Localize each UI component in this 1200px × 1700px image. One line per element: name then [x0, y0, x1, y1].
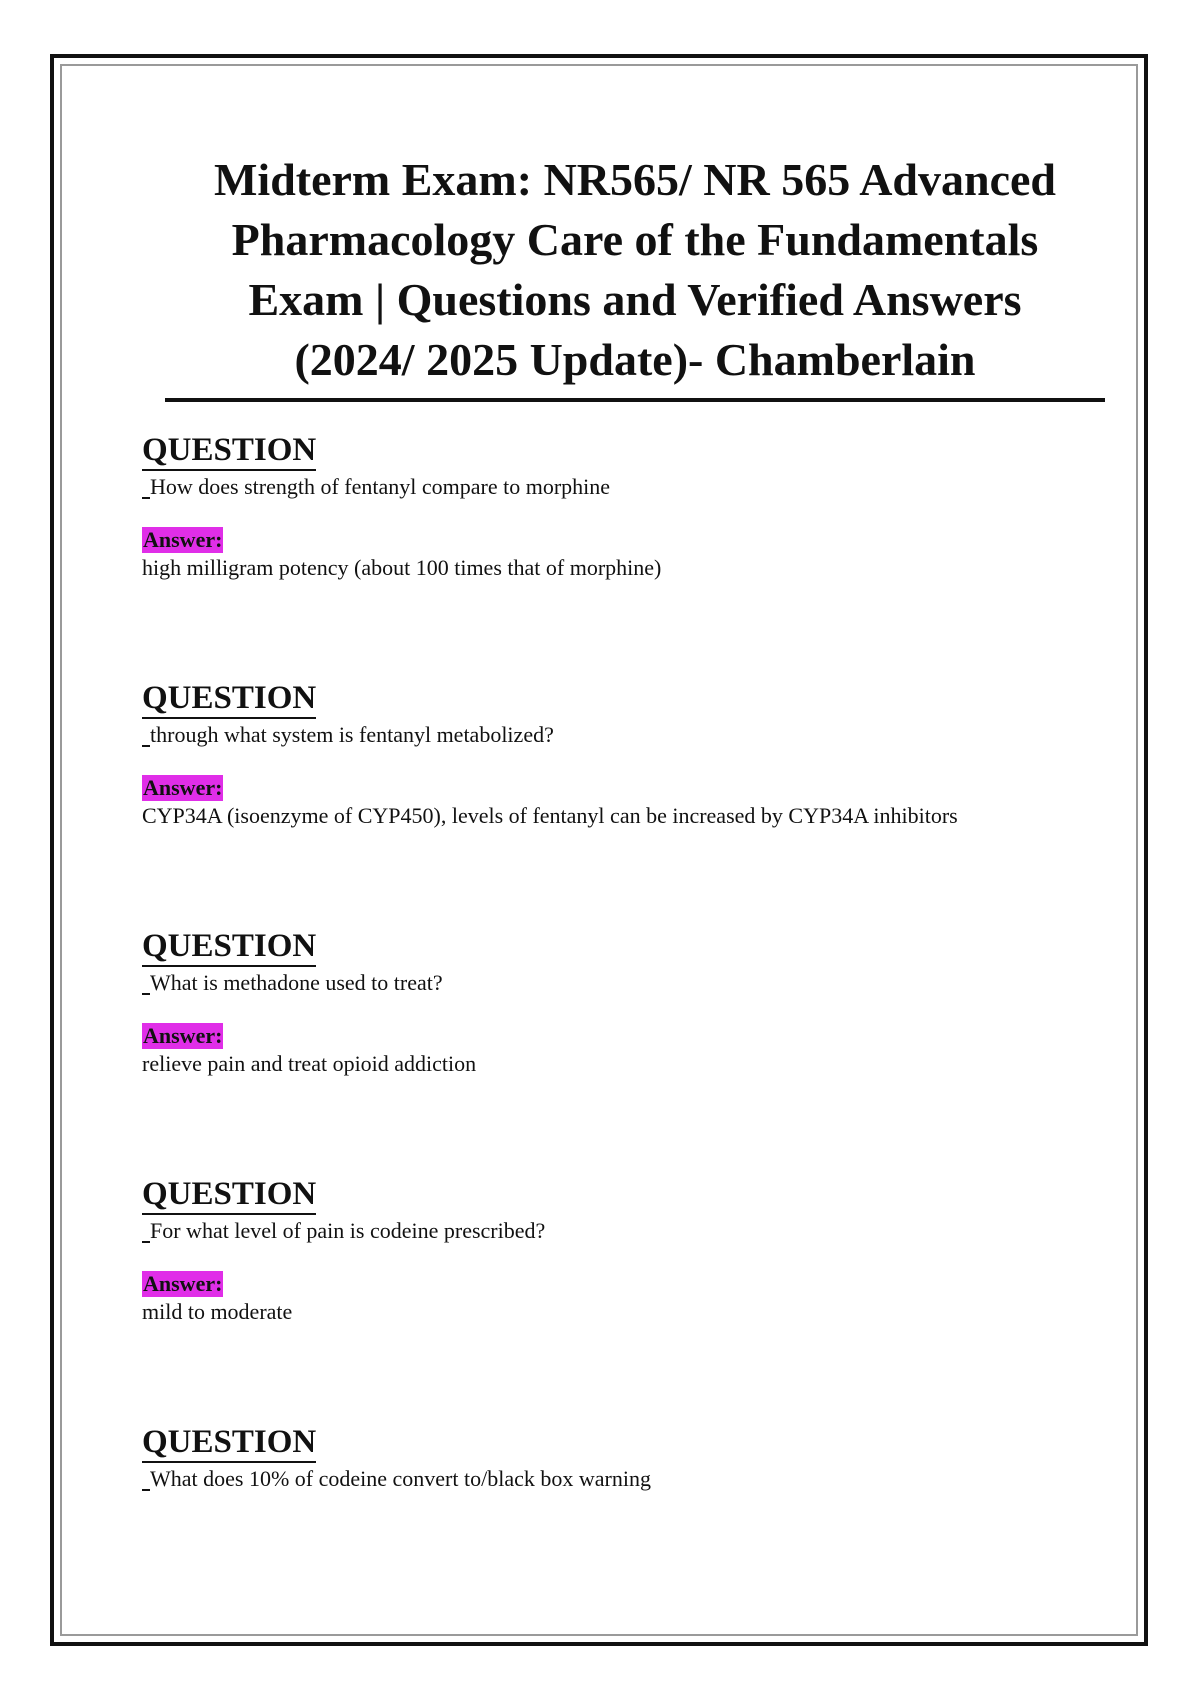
question-text: For what level of pain is codeine prescribed? — [142, 1217, 1102, 1245]
question-heading: QUESTION — [142, 928, 316, 967]
qa-item — [142, 432, 1102, 680]
title-block — [165, 150, 1105, 390]
answer-label: Answer: — [143, 775, 223, 800]
answer-label: Answer: — [143, 1271, 223, 1296]
qa-item — [142, 928, 1102, 1176]
question-heading: QUESTION — [142, 1176, 316, 1215]
qa-list — [142, 432, 1102, 1672]
answer-text: CYP34A (isoenzyme of CYP450), levels of fentanyl can be increased by CYP34A inhibitors — [142, 803, 958, 828]
document-title: Midterm Exam: NR565/ NR 565 Advanced Pharmacology Care of the Fundamentals Exam | Questions and Verified Answers (2024/ 2025 Update)- Chamberlain — [214, 154, 1056, 385]
answer-text: high milligram potency (about 100 times that of morphine) — [142, 555, 662, 580]
title-underline — [165, 398, 1105, 402]
answer-text: mild to moderate — [142, 1299, 293, 1324]
question-text: What does 10% of codeine convert to/black box warning — [142, 1465, 1102, 1493]
qa-item — [142, 680, 1102, 928]
question-heading: QUESTION — [142, 432, 316, 471]
question-text: What is methadone used to treat? — [142, 969, 1102, 997]
answer-text: relieve pain and treat opioid addiction — [142, 1051, 477, 1076]
answer-label: Answer: — [143, 1023, 223, 1048]
qa-item — [142, 1176, 1102, 1424]
answer-label: Answer: — [143, 527, 223, 552]
question-heading: QUESTION — [142, 1424, 316, 1463]
question-heading: QUESTION — [142, 680, 316, 719]
qa-item — [142, 1424, 1102, 1672]
question-text: through what system is fentanyl metabolized? — [142, 721, 1102, 749]
question-text: How does strength of fentanyl compare to morphine — [142, 473, 1102, 501]
